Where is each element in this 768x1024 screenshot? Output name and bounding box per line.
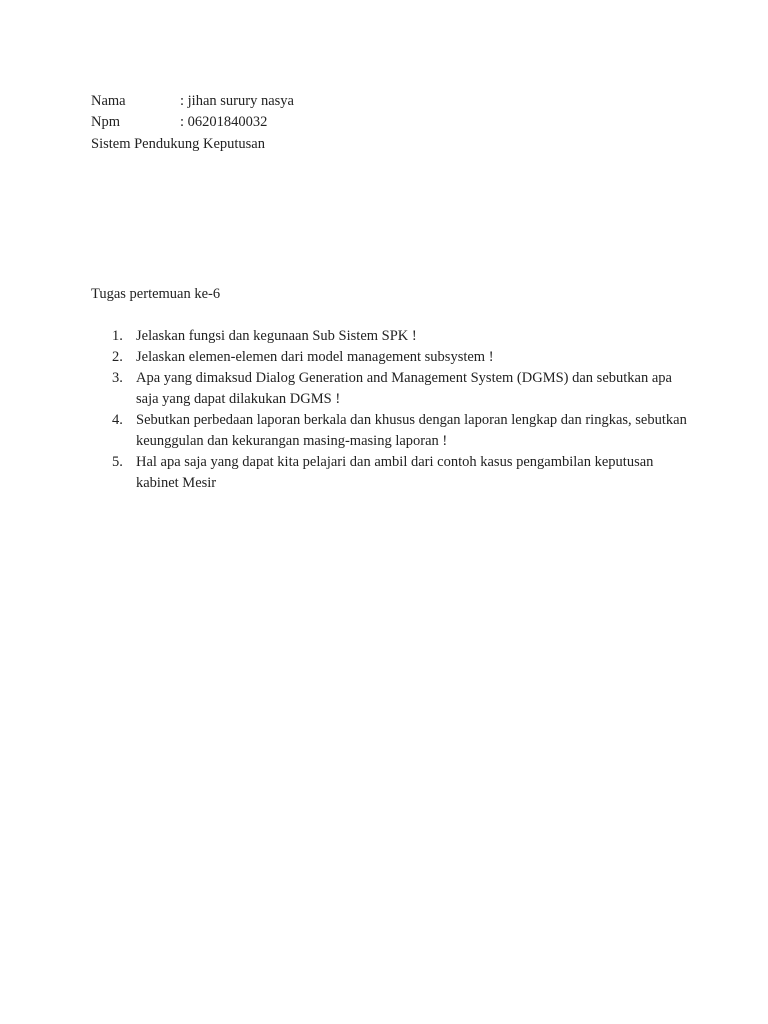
list-item-text: Jelaskan elemen-elemen dari model management subsystem ! <box>136 349 494 365</box>
list-item-number: 2. <box>112 349 123 365</box>
list-item <box>91 347 691 368</box>
list-item <box>91 368 691 410</box>
list-item-text-continued: keunggulan dan kekurangan masing-masing laporan ! <box>136 433 448 449</box>
list-item-text: Jelaskan fungsi dan kegunaan Sub Sistem SPK ! <box>136 328 417 344</box>
list-item-text-continued: kabinet Mesir <box>136 475 217 491</box>
list-item-number: 1. <box>112 328 123 344</box>
task-list <box>91 326 691 494</box>
list-item <box>91 452 691 494</box>
npm-label: Npm <box>91 114 120 130</box>
npm-row <box>91 112 267 133</box>
list-item-number: 5. <box>112 454 123 470</box>
list-item-text: Hal apa saja yang dapat kita pelajari dan ambil dari contoh kasus pengambilan keputusan <box>136 454 654 470</box>
name-value: : jihan surury nasya <box>180 93 294 109</box>
list-item-number: 3. <box>112 370 123 386</box>
name-row <box>91 91 294 112</box>
npm-value: : 06201840032 <box>180 114 268 130</box>
name-label: Nama <box>91 93 126 109</box>
list-item <box>91 410 691 452</box>
list-item-text: Sebutkan perbedaan laporan berkala dan khusus dengan laporan lengkap dan ringkas, sebutkan <box>136 412 687 428</box>
list-item <box>91 326 691 347</box>
list-item-number: 4. <box>112 412 123 428</box>
assignment-title: Tugas pertemuan ke-6 <box>91 286 221 302</box>
course-title: Sistem Pendukung Keputusan <box>91 136 265 152</box>
list-item-text: Apa yang dimaksud Dialog Generation and Management System (DGMS) dan sebutkan apa <box>136 370 672 386</box>
list-item-text-continued: saja yang dapat dilakukan DGMS ! <box>136 391 341 407</box>
